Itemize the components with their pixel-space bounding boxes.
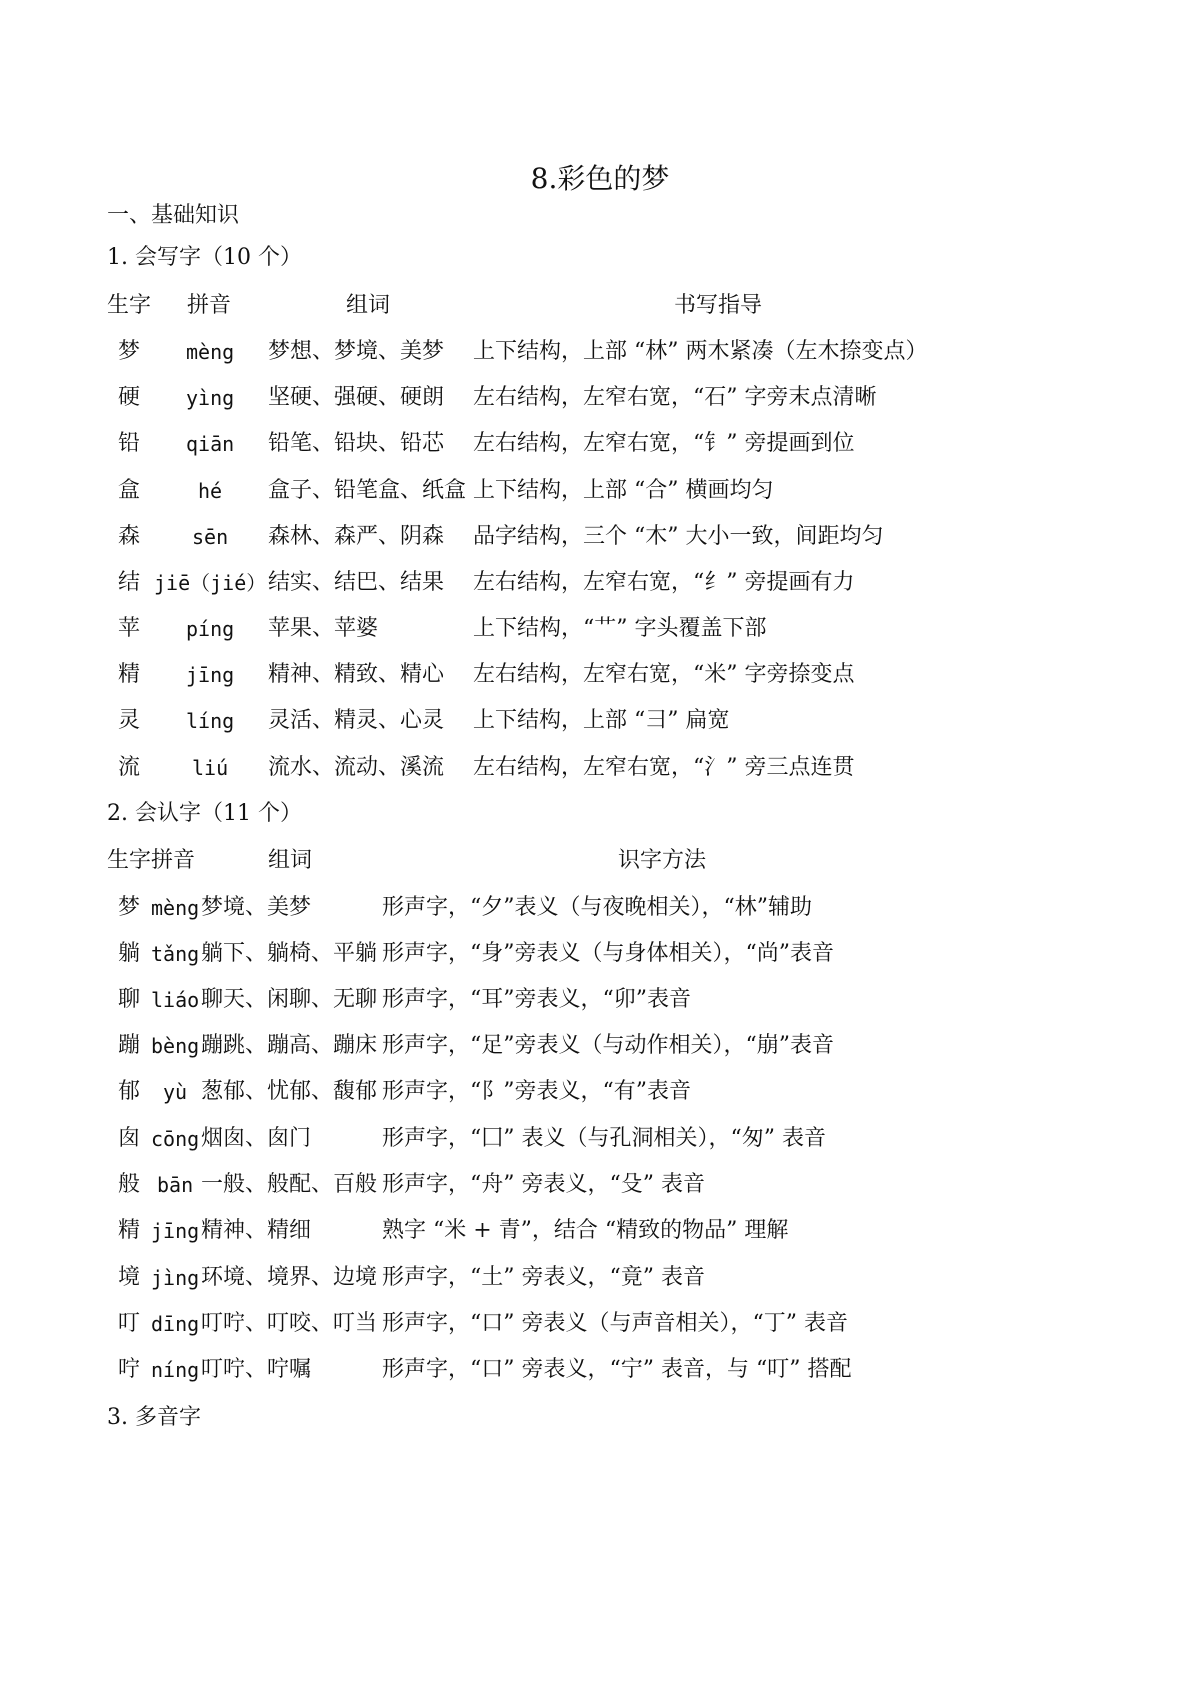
- write-guide: 左右结构，左窄右宽，“氵” 旁三点连贯: [473, 755, 855, 780]
- read-pinyin: yù: [163, 1080, 188, 1104]
- write-words: 森林、森严、阴森: [268, 524, 445, 549]
- read-pinyin: bèng: [151, 1034, 200, 1058]
- read-char: 咛: [118, 1357, 141, 1382]
- read-words: 一般、般配、百般: [201, 1172, 378, 1197]
- write-pinyin: jīng: [186, 663, 235, 687]
- read-method: 形声字，“身”旁表义（与身体相关），“尚”表音: [382, 941, 834, 966]
- read-header-pinyin: 拼音: [151, 848, 196, 873]
- write-words: 结实、结巴、结果: [268, 570, 445, 595]
- write-header-pinyin: 拼音: [187, 293, 232, 318]
- write-guide: 左右结构，左窄右宽，“钅” 旁提画到位: [473, 431, 855, 456]
- write-words: 梦想、梦境、美梦: [268, 339, 445, 364]
- subheading-read-chars: 2. 会认字（11 个）: [107, 801, 302, 826]
- write-char: 梦: [118, 339, 141, 364]
- read-words: 躺下、躺椅、平躺: [201, 941, 378, 966]
- write-char: 森: [118, 524, 141, 549]
- write-pinyin: líng: [186, 709, 235, 733]
- write-char: 灵: [118, 708, 141, 733]
- read-char: 蹦: [118, 1033, 141, 1058]
- section-heading-basics: 一、基础知识: [107, 203, 240, 228]
- write-pinyin: mèng: [186, 340, 235, 364]
- read-method: 形声字，“夕”表义（与夜晚相关），“林”辅助: [382, 895, 812, 920]
- read-char: 郁: [118, 1079, 141, 1104]
- write-guide: 上下结构，“艹” 字头覆盖下部: [473, 616, 767, 641]
- read-method: 熟字 “米 + 青”，结合 “精致的物品” 理解: [382, 1218, 789, 1243]
- page-title: 8.彩色的梦: [530, 162, 670, 195]
- subheading-polyphones: 3. 多音字: [107, 1405, 201, 1430]
- write-words: 流水、流动、溪流: [268, 755, 445, 780]
- write-words: 铅笔、铅块、铅芯: [268, 431, 445, 456]
- write-char: 结: [118, 570, 141, 595]
- write-guide: 左右结构，左窄右宽，“纟” 旁提画有力: [473, 570, 855, 595]
- read-method: 形声字，“土” 旁表义，“竟” 表音: [382, 1265, 705, 1290]
- read-header-method: 识字方法: [618, 848, 707, 873]
- write-pinyin: píng: [186, 617, 235, 641]
- read-pinyin: dīng: [151, 1312, 200, 1336]
- read-method: 形声字，“阝”旁表义，“有”表音: [382, 1079, 691, 1104]
- read-char: 境: [118, 1265, 141, 1290]
- subheading-write-chars: 1. 会写字（10 个）: [107, 245, 302, 270]
- write-words: 灵活、精灵、心灵: [268, 708, 445, 733]
- read-pinyin: mèng: [151, 896, 200, 920]
- write-header-guide: 书写指导: [674, 293, 763, 318]
- write-guide: 左右结构，左窄右宽，“石” 字旁末点清晰: [473, 385, 877, 410]
- write-words: 苹果、苹婆: [268, 616, 379, 641]
- write-char: 盒: [118, 478, 141, 503]
- read-char: 聊: [118, 987, 141, 1012]
- write-guide: 上下结构，上部 “彐” 扁宽: [473, 708, 730, 733]
- read-pinyin: tǎng: [151, 942, 200, 966]
- read-words: 精神、精细: [201, 1218, 312, 1243]
- read-char: 叮: [118, 1311, 141, 1336]
- read-char: 般: [118, 1172, 141, 1197]
- read-char: 躺: [118, 941, 141, 966]
- read-words: 叮咛、叮咬、叮当: [201, 1311, 378, 1336]
- write-pinyin: sēn: [192, 525, 229, 549]
- write-guide: 品字结构，三个 “木” 大小一致，间距均匀: [473, 524, 884, 549]
- read-pinyin: jìng: [151, 1266, 200, 1290]
- write-guide: 上下结构，上部 “林” 两木紧凑（左木捺变点）: [473, 339, 928, 364]
- read-words: 聊天、闲聊、无聊: [201, 987, 378, 1012]
- write-pinyin: liú: [192, 756, 229, 780]
- write-words: 坚硬、强硬、硬朗: [268, 385, 445, 410]
- read-pinyin: liáo: [151, 988, 200, 1012]
- read-header-char: 生字: [107, 848, 152, 873]
- write-guide: 上下结构，上部 “合” 横画均匀: [473, 478, 774, 503]
- read-method: 形声字，“舟” 旁表义，“殳” 表音: [382, 1172, 705, 1197]
- read-pinyin: cōng: [151, 1127, 200, 1151]
- read-method: 形声字，“口” 旁表义（与声音相关），“丁” 表音: [382, 1311, 848, 1336]
- read-words: 叮咛、咛嘱: [201, 1357, 312, 1382]
- write-pinyin: hé: [198, 479, 223, 503]
- write-char: 铅: [118, 431, 141, 456]
- write-char: 精: [118, 662, 141, 687]
- read-words: 环境、境界、边境: [201, 1265, 378, 1290]
- read-char: 梦: [118, 895, 141, 920]
- write-char: 苹: [118, 616, 141, 641]
- read-header-words: 组词: [268, 848, 313, 873]
- write-header-char: 生字: [107, 293, 152, 318]
- write-header-words: 组词: [346, 293, 391, 318]
- read-words: 葱郁、忧郁、馥郁: [201, 1079, 378, 1104]
- read-words: 蹦跳、蹦高、蹦床: [201, 1033, 378, 1058]
- read-method: 形声字，“足”旁表义（与动作相关），“崩”表音: [382, 1033, 834, 1058]
- read-words: 烟囱、囱门: [201, 1126, 312, 1151]
- read-pinyin: jīng: [151, 1219, 200, 1243]
- write-guide: 左右结构，左窄右宽，“米” 字旁捺变点: [473, 662, 855, 687]
- write-words: 盒子、铅笔盒、纸盒: [268, 478, 467, 503]
- read-char: 精: [118, 1218, 141, 1243]
- read-method: 形声字，“耳”旁表义，“卯”表音: [382, 987, 691, 1012]
- read-method: 形声字，“口” 旁表义，“宁” 表音，与 “叮” 搭配: [382, 1357, 852, 1382]
- read-pinyin: níng: [151, 1358, 200, 1382]
- write-words: 精神、精致、精心: [268, 662, 445, 687]
- write-pinyin: jiē（jié）: [154, 571, 267, 595]
- read-method: 形声字，“囗” 表义（与孔洞相关），“匆” 表音: [382, 1126, 826, 1151]
- write-pinyin: yìng: [186, 386, 235, 410]
- read-pinyin: bān: [157, 1173, 194, 1197]
- read-char: 囱: [118, 1126, 141, 1151]
- write-char: 流: [118, 755, 141, 780]
- read-words: 梦境、美梦: [201, 895, 312, 920]
- write-pinyin: qiān: [186, 432, 235, 456]
- write-char: 硬: [118, 385, 141, 410]
